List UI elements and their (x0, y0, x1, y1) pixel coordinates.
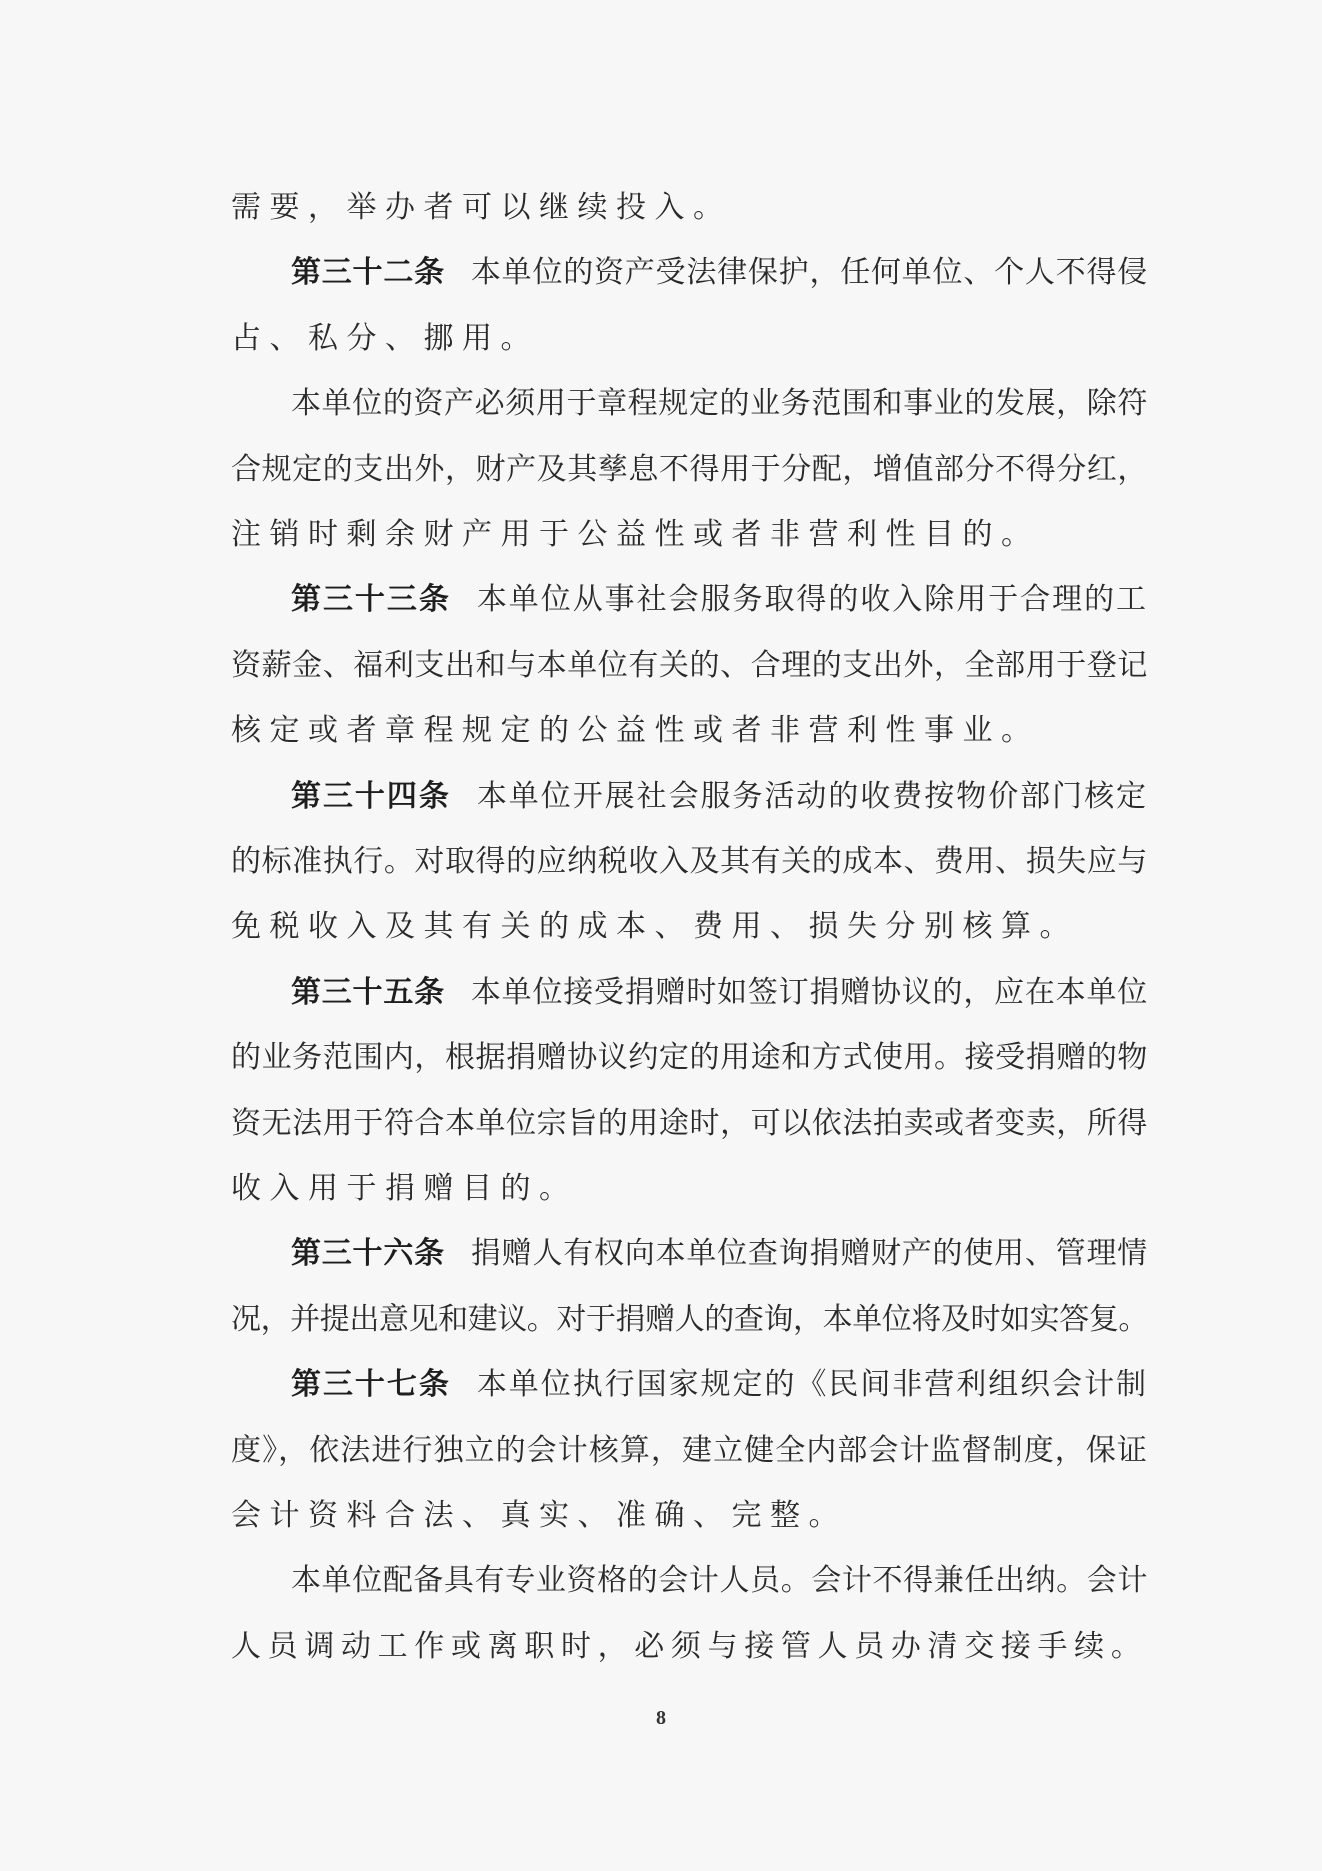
line-text: 的标准执行。对取得的应纳税收入及其有关的成本、费用、损失应与 (231, 844, 1148, 879)
text-line (231, 646, 1148, 686)
text-line (231, 1300, 1148, 1340)
text-line (231, 1104, 1148, 1144)
text-line (231, 319, 539, 359)
line-text: 注销时剩余财产用于公益性或者非营利性目的。 (231, 517, 1040, 552)
text-line (231, 1038, 1148, 1078)
text-line (231, 1496, 847, 1536)
article-heading: 第三十六条 (291, 1236, 445, 1272)
line-text: 人员调动工作或离职时，必须与接管人员办清交接手续。 (231, 1628, 1148, 1664)
article-first-line (291, 1234, 1148, 1274)
text-line (291, 1561, 1148, 1601)
article-heading: 第三十二条 (291, 255, 445, 291)
page-number: 8 (656, 1707, 666, 1729)
text-line (231, 907, 1078, 947)
line-text: 本单位接受捐赠时如签订捐赠协议的，应在本单位 (470, 974, 1149, 1010)
article-first-line (291, 580, 1148, 620)
line-text: 本单位的资产受法律保护，任何单位、个人不得侵 (470, 255, 1149, 291)
line-text: 核定或者章程规定的公益性或者非营利性事业。 (231, 713, 1040, 749)
line-text: 捐赠人有权向本单位查询捐赠财产的使用、管理情 (470, 1236, 1149, 1272)
line-text: 本单位开展社会服务活动的收费按物价部门核定 (476, 778, 1149, 814)
text-line (231, 450, 1148, 490)
text-line (231, 1627, 1148, 1667)
article-first-line (291, 777, 1148, 817)
article-heading: 第三十三条 (291, 582, 451, 618)
line-text: 资薪金、福利支出和与本单位有关的、合理的支出外，全部用于登记 (231, 647, 1148, 683)
line-text: 本单位从事社会服务取得的收入除用于合理的工 (476, 582, 1149, 618)
line-text: 需要，举办者可以继续投入。 (231, 190, 732, 225)
text-line (231, 711, 1040, 751)
article-first-line (291, 253, 1148, 293)
line-text: 资无法用于符合本单位宗旨的用途时，可以依法拍卖或者变卖，所得 (231, 1105, 1148, 1141)
line-text: 本单位配备具有专业资格的会计人员。会计不得兼任出纳。会计 (291, 1563, 1148, 1599)
line-text: 度》，依法进行独立的会计核算，建立健全内部会计监督制度，保证 (231, 1432, 1148, 1468)
article-heading: 第三十四条 (291, 778, 451, 814)
line-text: 免税收入及其有关的成本、费用、损失分别核算。 (231, 909, 1078, 945)
text-line (231, 515, 1040, 555)
line-text: 占、私分、挪用。 (231, 320, 539, 356)
line-text: 收入用于捐赠目的。 (231, 1171, 578, 1206)
article-heading: 第三十五条 (291, 974, 445, 1010)
article-first-line (291, 973, 1148, 1013)
line-text: 的业务范围内，根据捐赠协议约定的用途和方式使用。接受捐赠的物 (231, 1040, 1148, 1076)
text-line (231, 1431, 1148, 1471)
article-first-line (291, 1365, 1148, 1405)
line-text: 况，并提出意见和建议。对于捐赠人的查询，本单位将及时如实答复。 (231, 1301, 1148, 1337)
line-text: 会计资料合法、真实、准确、完整。 (231, 1498, 847, 1533)
line-text: 本单位的资产必须用于章程规定的业务范围和事业的发展，除符 (291, 386, 1148, 422)
text-line (291, 384, 1148, 424)
line-text: 本单位执行国家规定的《民间非营利组织会计制 (476, 1367, 1149, 1403)
text-line (231, 188, 732, 228)
article-heading: 第三十七条 (291, 1367, 451, 1403)
text-line (231, 1169, 578, 1209)
line-text: 合规定的支出外，财产及其孳息不得用于分配，增值部分不得分红， (231, 451, 1148, 487)
text-line (231, 842, 1148, 882)
